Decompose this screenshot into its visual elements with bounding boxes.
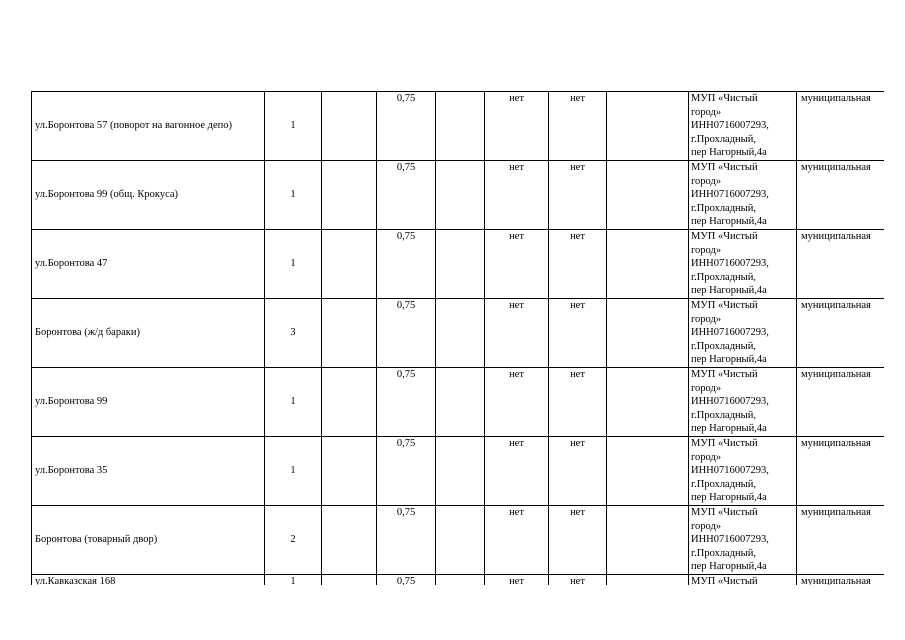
operator-line: пер Нагорный,4а [691, 561, 767, 572]
volume-cell: 0,75 [377, 575, 436, 586]
operator-line: ИНН0716007293, [691, 120, 769, 131]
ownership-cell: муниципальная [797, 299, 885, 368]
empty-cell [607, 437, 689, 506]
col-a-cell: нет [485, 92, 549, 161]
count-cell: 1 [265, 575, 322, 586]
operator-line: пер Нагорный,4а [691, 354, 767, 365]
ownership-cell: муниципальная [797, 437, 885, 506]
col-a-cell: нет [485, 506, 549, 575]
operator-line: ИНН0716007293, [691, 534, 769, 545]
volume-cell: 0,75 [377, 161, 436, 230]
count-cell: 1 [265, 230, 322, 299]
count-cell: 1 [265, 368, 322, 437]
operator-line: город» [691, 451, 722, 463]
operator-line: ИНН0716007293, [691, 189, 769, 200]
address-cell: ул.Боронтова 57 (поворот на вагонное депо) [32, 92, 265, 161]
operator-cell [689, 575, 797, 586]
operator-line: г.Прохладный, [691, 271, 756, 283]
operator-line: МУП «Чистый [691, 369, 758, 380]
count-cell: 2 [265, 506, 322, 575]
empty-cell [322, 437, 377, 506]
ownership-cell: муниципальная [797, 230, 885, 299]
operator-line: МУП «Чистый [691, 231, 758, 242]
empty-cell [607, 506, 689, 575]
col-b-cell: нет [549, 230, 607, 299]
ownership-cell: муниципальная [797, 161, 885, 230]
operator-line: г.Прохладный, [691, 547, 756, 559]
operator-cell [689, 299, 797, 368]
col-a-cell: нет [485, 299, 549, 368]
empty-cell [436, 92, 485, 161]
operator-line: г.Прохладный, [691, 409, 756, 421]
operator-cell [689, 368, 797, 437]
ownership-cell: муниципальная [797, 575, 885, 586]
col-b-cell: нет [549, 161, 607, 230]
table-row [32, 575, 885, 586]
operator-line: г.Прохладный, [691, 202, 756, 214]
col-a-cell: нет [485, 161, 549, 230]
operator-line: город» [691, 106, 722, 118]
operator-cell [689, 92, 797, 161]
count-cell: 1 [265, 92, 322, 161]
operator-line: пер Нагорный,4а [691, 423, 767, 434]
operator-line: пер Нагорный,4а [691, 147, 767, 158]
operator-cell [689, 230, 797, 299]
address-cell: ул.Боронтова 99 [32, 368, 265, 437]
operator-line: г.Прохладный, [691, 478, 756, 490]
empty-cell [436, 506, 485, 575]
empty-cell [436, 437, 485, 506]
empty-cell [322, 230, 377, 299]
empty-cell [607, 575, 689, 586]
empty-cell [322, 506, 377, 575]
operator-line: город» [691, 520, 722, 532]
operator-line: город» [691, 382, 722, 394]
empty-cell [436, 230, 485, 299]
operator-line: город» [691, 244, 722, 256]
col-a-cell: нет [485, 437, 549, 506]
table-row [32, 92, 885, 161]
table-row [32, 506, 885, 575]
ownership-cell: муниципальная [797, 92, 885, 161]
empty-cell [607, 299, 689, 368]
operator-line: пер Нагорный,4а [691, 285, 767, 296]
ownership-cell: муниципальная [797, 506, 885, 575]
table-row [32, 230, 885, 299]
operator-line: МУП «Чистый [691, 162, 758, 173]
address-cell: Боронтова (ж/д бараки) [32, 299, 265, 368]
empty-cell [436, 299, 485, 368]
ownership-cell: муниципальная [797, 368, 885, 437]
col-b-cell: нет [549, 506, 607, 575]
volume-cell: 0,75 [377, 230, 436, 299]
address-cell: ул.Кавказская 168 [32, 575, 265, 586]
empty-cell [322, 368, 377, 437]
count-cell: 1 [265, 161, 322, 230]
empty-cell [436, 161, 485, 230]
col-b-cell: нет [549, 368, 607, 437]
volume-cell: 0,75 [377, 299, 436, 368]
address-cell: ул.Боронтова 47 [32, 230, 265, 299]
col-b-cell: нет [549, 575, 607, 586]
table-row [32, 161, 885, 230]
operator-line: пер Нагорный,4а [691, 216, 767, 227]
empty-cell [322, 92, 377, 161]
col-b-cell: нет [549, 92, 607, 161]
address-cell: ул.Боронтова 99 (общ. Крокуса) [32, 161, 265, 230]
empty-cell [607, 230, 689, 299]
operator-line: МУП «Чистый [691, 300, 758, 311]
volume-cell: 0,75 [377, 368, 436, 437]
empty-cell [607, 161, 689, 230]
operator-line: ИНН0716007293, [691, 465, 769, 476]
operator-line: МУП «Чистый [691, 438, 758, 449]
empty-cell [436, 368, 485, 437]
volume-cell: 0,75 [377, 506, 436, 575]
table-row [32, 368, 885, 437]
container-sites-table [31, 91, 884, 585]
table-body [32, 92, 885, 586]
operator-cell [689, 506, 797, 575]
operator-line: МУП «Чистый [691, 93, 758, 104]
empty-cell [607, 368, 689, 437]
operator-line: город» [691, 175, 722, 187]
operator-cell [689, 161, 797, 230]
operator-line: город» [691, 313, 722, 325]
table-row [32, 299, 885, 368]
operator-cell [689, 437, 797, 506]
operator-line: пер Нагорный,4а [691, 492, 767, 503]
container-sites-table-wrapper [31, 91, 884, 585]
empty-cell [436, 575, 485, 586]
empty-cell [322, 161, 377, 230]
count-cell: 3 [265, 299, 322, 368]
operator-line: МУП «Чистый [691, 576, 758, 585]
operator-line: ИНН0716007293, [691, 258, 769, 269]
empty-cell [607, 92, 689, 161]
empty-cell [322, 299, 377, 368]
table-row [32, 437, 885, 506]
count-cell: 1 [265, 437, 322, 506]
operator-line: г.Прохладный, [691, 133, 756, 145]
volume-cell: 0,75 [377, 437, 436, 506]
address-cell: Боронтова (товарный двор) [32, 506, 265, 575]
operator-line: ИНН0716007293, [691, 327, 769, 338]
volume-cell: 0,75 [377, 92, 436, 161]
operator-line: г.Прохладный, [691, 340, 756, 352]
col-b-cell: нет [549, 437, 607, 506]
address-cell: ул.Боронтова 35 [32, 437, 265, 506]
col-a-cell: нет [485, 230, 549, 299]
operator-line: МУП «Чистый [691, 507, 758, 518]
empty-cell [322, 575, 377, 586]
col-a-cell: нет [485, 575, 549, 586]
col-b-cell: нет [549, 299, 607, 368]
col-a-cell: нет [485, 368, 549, 437]
operator-line: ИНН0716007293, [691, 396, 769, 407]
